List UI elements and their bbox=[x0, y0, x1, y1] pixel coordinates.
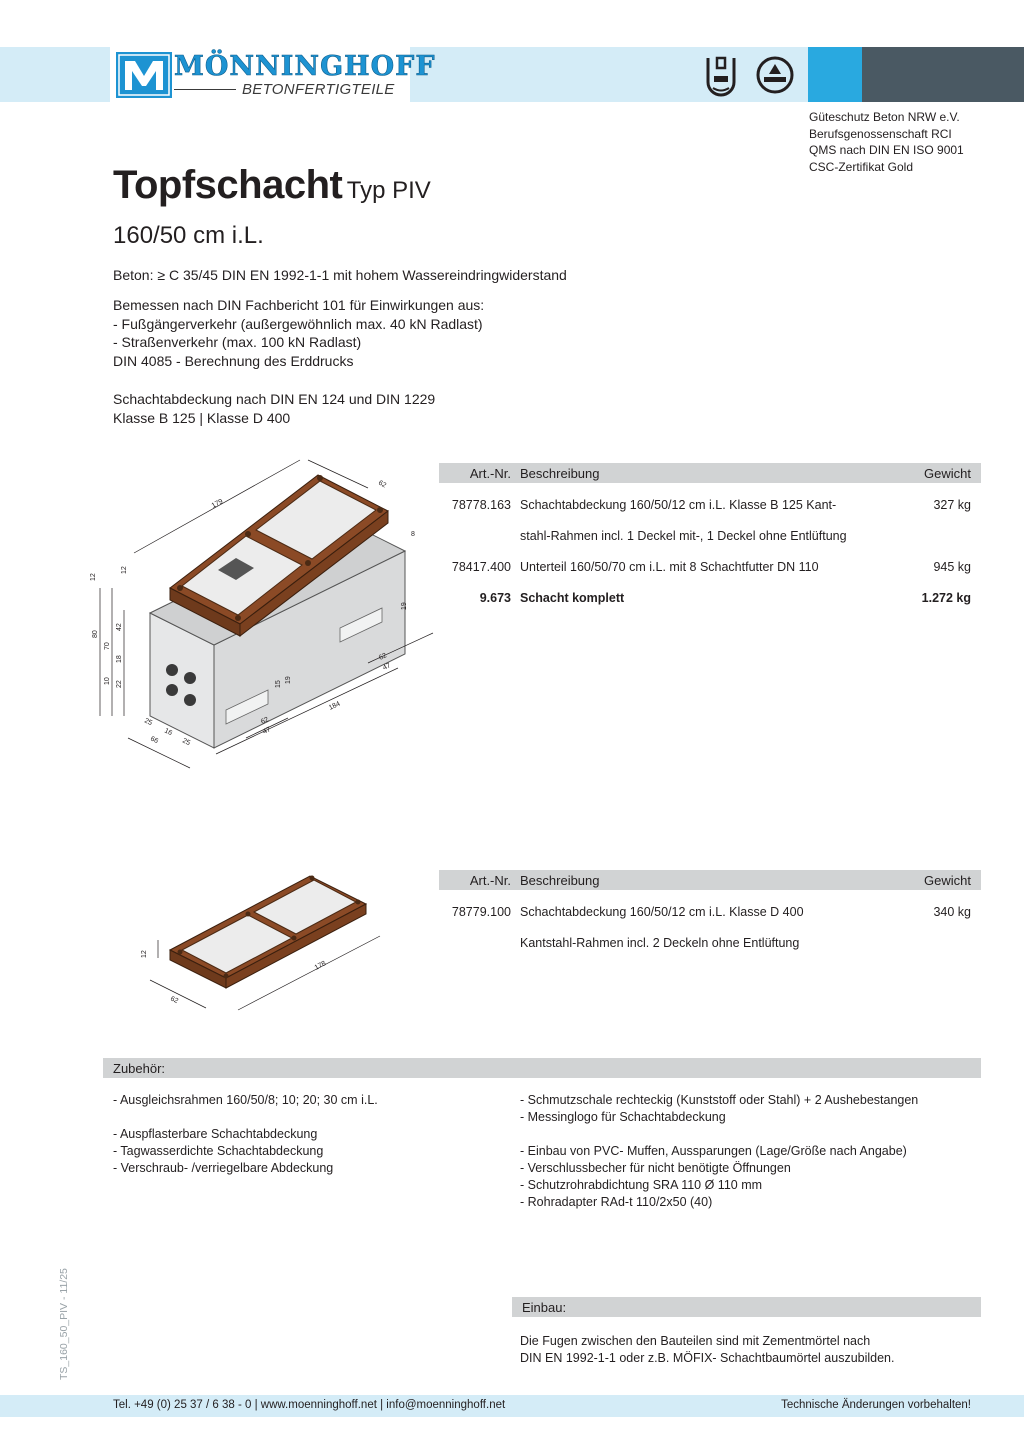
description: Kantstahl-Rahmen incl. 2 Deckeln ohne Entlüftung bbox=[520, 936, 800, 950]
header-description: Beschreibung bbox=[520, 466, 600, 481]
art-no: 78417.400 bbox=[451, 560, 511, 574]
dim-label: 10 bbox=[104, 677, 111, 685]
design-line: - Fußgängerverkehr (außergewöhnlich max. 40 kN Radlast) bbox=[113, 315, 483, 332]
installation-line: DIN EN 1992-1-1 oder z.B. MÖFIX- Schachtbaumörtel auszubilden. bbox=[520, 1351, 895, 1365]
accessories-header bbox=[103, 1058, 981, 1078]
installation-label: Einbau: bbox=[522, 1300, 567, 1315]
table-row bbox=[439, 905, 981, 936]
product-table-d400 bbox=[439, 870, 981, 967]
shaft-complete-drawing bbox=[78, 448, 438, 778]
company-logo bbox=[110, 47, 436, 102]
list-item: - Schutzrohrabdichtung SRA 110 Ø 110 mm bbox=[520, 1178, 763, 1192]
table-header bbox=[439, 463, 981, 483]
dim-label: 12 bbox=[141, 950, 148, 958]
dim-label: 47 bbox=[261, 726, 272, 736]
list-item: - Verschraub- /verriegelbare Abdeckung bbox=[113, 1161, 334, 1175]
design-line: - Straßenverkehr (max. 100 kN Radlast) bbox=[113, 334, 362, 350]
certification-seal-icon bbox=[754, 52, 796, 98]
dim-label: 12 bbox=[121, 566, 128, 574]
quality-seal-icon bbox=[700, 52, 742, 98]
logo-divider bbox=[174, 89, 236, 90]
header-art-no: Art.-Nr. bbox=[469, 466, 511, 481]
weight: 327 kg bbox=[933, 498, 971, 512]
dim-label: 62 bbox=[377, 479, 388, 490]
description: stahl-Rahmen incl. 1 Deckel mit-, 1 Deckel ohne Entlüftung bbox=[520, 529, 847, 543]
cover-spec bbox=[113, 390, 435, 427]
logo-m-icon bbox=[116, 52, 172, 98]
weight: 340 kg bbox=[933, 905, 971, 919]
list-item: - Messinglogo für Schachtabdeckung bbox=[520, 1110, 726, 1124]
dim-label: 25 bbox=[181, 737, 192, 748]
cover-d400-drawing bbox=[130, 870, 390, 1030]
header-dark-block bbox=[862, 47, 1024, 102]
installation-header bbox=[512, 1297, 981, 1317]
dim-label: 42 bbox=[116, 623, 123, 631]
logo-name: MÖNNINGHOFF bbox=[174, 51, 436, 82]
table-row bbox=[439, 560, 981, 591]
installation-line: Die Fugen zwischen den Bauteilen sind mit Zementmörtel nach bbox=[520, 1334, 871, 1348]
dim-label: 12 bbox=[90, 573, 97, 581]
accessories-label: Zubehör: bbox=[113, 1061, 166, 1076]
table-row bbox=[439, 936, 981, 967]
dim-label: 179 bbox=[210, 498, 225, 510]
header-weight: Gewicht bbox=[924, 466, 971, 481]
art-no: 78779.100 bbox=[451, 905, 511, 919]
dim-label: 19 bbox=[285, 676, 292, 684]
dim-label: 22 bbox=[116, 680, 123, 688]
art-no: 78778.163 bbox=[451, 498, 511, 512]
footer-contact: Tel. +49 (0) 25 37 / 6 38 - 0 | www.moenninghoff.net | info@moenninghoff.net bbox=[113, 1399, 506, 1411]
dim-label: 16 bbox=[163, 727, 174, 738]
certification-item: QMS nach DIN EN ISO 9001 bbox=[809, 143, 964, 157]
table-row bbox=[439, 529, 981, 560]
weight: 945 kg bbox=[933, 560, 971, 574]
design-spec bbox=[113, 296, 484, 370]
list-item: - Verschlussbecher für nicht benötigte Öffnungen bbox=[520, 1161, 791, 1175]
page-title bbox=[113, 163, 431, 208]
table-row-total bbox=[439, 591, 981, 622]
accessories-list-right bbox=[520, 1092, 918, 1211]
dim-label: 47 bbox=[381, 662, 392, 672]
description: Schacht komplett bbox=[520, 591, 625, 605]
certification-item: CSC-Zertifikat Gold bbox=[809, 159, 914, 174]
installation-text bbox=[520, 1333, 894, 1367]
weight: 1.272 kg bbox=[921, 591, 971, 605]
dim-label: 80 bbox=[92, 630, 99, 638]
table-header bbox=[439, 870, 981, 890]
art-no: 9.673 bbox=[479, 591, 511, 605]
dim-label: 62 bbox=[377, 652, 388, 662]
dim-label: 25 bbox=[143, 717, 154, 728]
list-item: - Tagwasserdichte Schachtabdeckung bbox=[113, 1144, 324, 1158]
certification-item: Berufsgenossenschaft RCI bbox=[809, 126, 952, 141]
header-accent-block bbox=[808, 47, 862, 102]
footer-band bbox=[0, 1395, 1024, 1417]
list-item: - Auspflasterbare Schachtabdeckung bbox=[113, 1127, 318, 1141]
dim-label: 19 bbox=[401, 602, 408, 610]
dim-label: 66 bbox=[149, 735, 160, 746]
header-description: Beschreibung bbox=[520, 873, 600, 888]
document-code: TS_160_50_PIV - 11/25 bbox=[58, 1268, 70, 1380]
dim-label: 184 bbox=[327, 700, 342, 712]
list-item: - Rohradapter RAd-t 110/2x50 (40) bbox=[520, 1195, 713, 1209]
dim-label: 8 bbox=[411, 531, 415, 538]
list-item: - Schmutzschale rechteckig (Kunststoff oder Stahl) + 2 Aushebestangen bbox=[520, 1093, 919, 1107]
description: Schachtabdeckung 160/50/12 cm i.L. Klasse D 400 bbox=[520, 905, 804, 919]
cover-line: Schachtabdeckung nach DIN EN 124 und DIN 1229 bbox=[113, 391, 436, 407]
header-art-no: Art.-Nr. bbox=[469, 873, 511, 888]
accessories-list-left bbox=[113, 1092, 378, 1177]
dim-label: 18 bbox=[116, 655, 123, 663]
dim-label: 15 bbox=[275, 680, 282, 688]
description: Unterteil 160/50/70 cm i.L. mit 8 Schachtfutter DN 110 bbox=[520, 560, 819, 574]
certification-item: Güteschutz Beton NRW e.V. bbox=[809, 110, 960, 124]
dim-label: 70 bbox=[104, 642, 111, 650]
list-item: - Ausgleichsrahmen 160/50/8; 10; 20; 30 cm i.L. bbox=[113, 1093, 378, 1107]
list-item: - Einbau von PVC- Muffen, Aussparungen (Lage/Größe nach Angabe) bbox=[520, 1144, 907, 1158]
header-weight: Gewicht bbox=[924, 873, 971, 888]
product-table-complete bbox=[439, 463, 981, 622]
description: Schachtabdeckung 160/50/12 cm i.L. Klasse B 125 Kant- bbox=[520, 498, 837, 512]
design-line: Bemessen nach DIN Fachbericht 101 für Einwirkungen aus: bbox=[113, 297, 485, 313]
dim-label: 62 bbox=[259, 716, 270, 726]
certification-list bbox=[809, 109, 964, 175]
concrete-spec: Beton: ≥ C 35/45 DIN EN 1992-1-1 mit hohem Wassereindringwiderstand bbox=[113, 267, 567, 283]
product-size: 160/50 cm i.L. bbox=[113, 222, 264, 249]
dim-label: 62 bbox=[169, 995, 180, 1006]
design-line: DIN 4085 - Berechnung des Erddrucks bbox=[113, 352, 354, 369]
logo-subtitle: BETONFERTIGTEILE bbox=[242, 81, 395, 98]
dim-label: 178 bbox=[313, 960, 328, 972]
product-name: Topfschacht bbox=[113, 163, 343, 207]
footer-disclaimer: Technische Änderungen vorbehalten! bbox=[781, 1399, 971, 1411]
product-type: Typ PIV bbox=[346, 177, 431, 204]
table-row bbox=[439, 498, 981, 529]
cover-line: Klasse B 125 | Klasse D 400 bbox=[113, 409, 291, 426]
